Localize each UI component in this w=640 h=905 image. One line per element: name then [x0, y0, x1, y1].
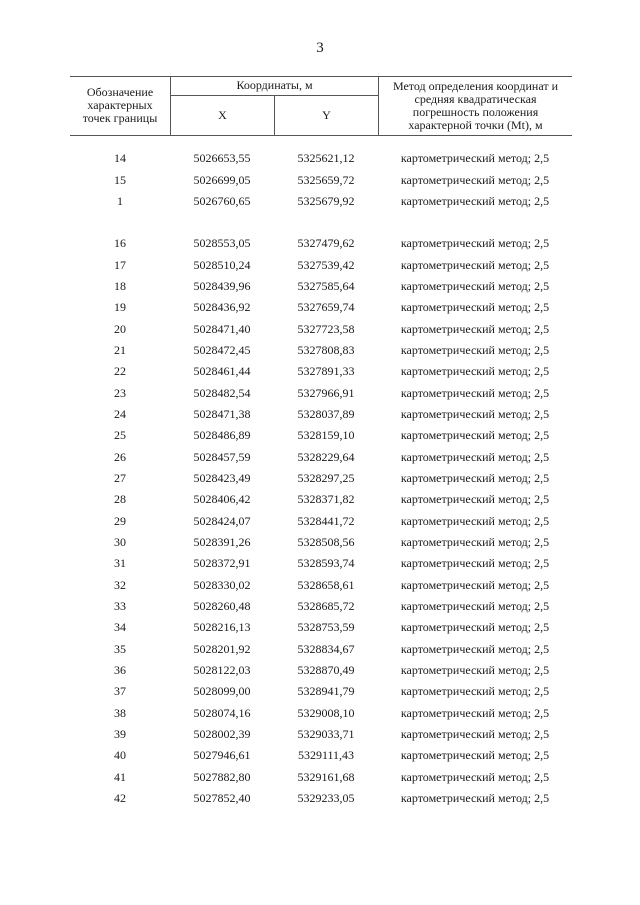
cell-point: 30 [114, 535, 126, 550]
table-row [70, 297, 572, 318]
cell-method: картометрический метод; 2,5 [400, 684, 550, 699]
cell-method: картометрический метод; 2,5 [400, 535, 550, 550]
cell-method: картометрический метод; 2,5 [400, 727, 550, 742]
table-row [70, 788, 572, 809]
cell-x: 5028482,54 [193, 385, 251, 400]
cell-method: картометрический метод; 2,5 [400, 513, 550, 528]
cell-point: 29 [114, 513, 126, 528]
cell-method: картометрический метод; 2,5 [400, 769, 550, 784]
table-row [70, 318, 572, 339]
cell-x: 5028122,03 [193, 663, 251, 678]
cell-x: 5028201,92 [193, 641, 251, 656]
cell-y: 5327659,74 [297, 300, 355, 315]
cell-x: 5026760,65 [193, 193, 251, 208]
cell-y: 5327585,64 [297, 278, 355, 293]
cell-point: 39 [114, 727, 126, 742]
cell-y: 5327966,91 [297, 385, 355, 400]
cell-y: 5327891,33 [297, 364, 355, 379]
cell-x: 5028330,02 [193, 577, 251, 592]
cell-x: 5027946,61 [193, 748, 251, 763]
cell-point: 42 [114, 791, 126, 806]
cell-x: 5028423,49 [193, 470, 251, 485]
cell-method: картометрический метод; 2,5 [400, 321, 550, 336]
cell-point: 20 [114, 321, 126, 336]
cell-x: 5028439,96 [193, 278, 251, 293]
cell-y: 5328037,89 [297, 406, 355, 421]
cell-x: 5028486,89 [193, 428, 251, 443]
cell-method: картометрический метод; 2,5 [400, 364, 550, 379]
cell-point: 41 [114, 769, 126, 784]
cell-y: 5328834,67 [297, 641, 355, 656]
cell-method: картометрический метод; 2,5 [400, 300, 550, 315]
cell-x: 5028461,44 [193, 364, 251, 379]
cell-x: 5028457,59 [193, 449, 251, 464]
table-row [70, 511, 572, 532]
table-row [70, 191, 572, 212]
cell-method: картометрический метод; 2,5 [400, 278, 550, 293]
cell-method: картометрический метод; 2,5 [400, 193, 550, 208]
cell-point: 28 [114, 492, 126, 507]
cell-point: 37 [114, 684, 126, 699]
cell-point: 32 [114, 577, 126, 592]
cell-point: 24 [114, 406, 126, 421]
cell-y: 5329008,10 [297, 705, 355, 720]
cell-point: 1 [117, 193, 123, 208]
cell-point: 25 [114, 428, 126, 443]
header-x: X [218, 108, 227, 122]
header-y: Y [322, 108, 331, 122]
cell-point: 17 [114, 257, 126, 272]
cell-point: 38 [114, 705, 126, 720]
table-row [70, 361, 572, 382]
table-row [70, 340, 572, 361]
cell-x: 5028372,91 [193, 556, 251, 571]
cell-point: 15 [114, 172, 126, 187]
table-row [70, 532, 572, 553]
cell-y: 5328941,79 [297, 684, 355, 699]
cell-x: 5028471,40 [193, 321, 251, 336]
cell-x: 5026699,05 [193, 172, 251, 187]
cell-method: картометрический метод; 2,5 [400, 556, 550, 571]
cell-point: 36 [114, 663, 126, 678]
cell-point: 26 [114, 449, 126, 464]
header-point: Обозначение характерных точек границы [82, 85, 158, 125]
cell-method: картометрический метод; 2,5 [400, 470, 550, 485]
cell-method: картометрический метод; 2,5 [400, 172, 550, 187]
cell-y: 5329161,68 [297, 769, 355, 784]
cell-point: 21 [114, 342, 126, 357]
cell-y: 5328159,10 [297, 428, 355, 443]
cell-method: картометрический метод; 2,5 [400, 492, 550, 507]
table-row [70, 703, 572, 724]
cell-method: картометрический метод; 2,5 [400, 705, 550, 720]
table-row [70, 404, 572, 425]
header-bottom-border [70, 135, 572, 136]
table-row [70, 660, 572, 681]
cell-method: картометрический метод; 2,5 [400, 151, 550, 166]
cell-method: картометрический метод; 2,5 [400, 599, 550, 614]
cell-method: картометрический метод; 2,5 [400, 620, 550, 635]
cell-y: 5328870,49 [297, 663, 355, 678]
cell-y: 5329111,43 [297, 748, 355, 763]
cell-x: 5028099,00 [193, 684, 251, 699]
cell-method: картометрический метод; 2,5 [400, 641, 550, 656]
cell-point: 33 [114, 599, 126, 614]
cell-method: картометрический метод; 2,5 [400, 428, 550, 443]
cell-x: 5028510,24 [193, 257, 251, 272]
cell-point: 35 [114, 641, 126, 656]
table-row [70, 233, 572, 254]
cell-y: 5325659,72 [297, 172, 355, 187]
table-row [70, 446, 572, 467]
table-row [70, 596, 572, 617]
table-row [70, 254, 572, 275]
cell-method: картометрический метод; 2,5 [400, 791, 550, 806]
cell-y: 5327479,62 [297, 236, 355, 251]
cell-y: 5327808,83 [297, 342, 355, 357]
cell-y: 5328371,82 [297, 492, 355, 507]
table-row [70, 382, 572, 403]
cell-x: 5028436,92 [193, 300, 251, 315]
cell-y: 5325679,92 [297, 193, 355, 208]
cell-x: 5027852,40 [193, 791, 251, 806]
cell-y: 5328593,74 [297, 556, 355, 571]
cell-point: 23 [114, 385, 126, 400]
table-body [70, 148, 572, 809]
cell-point: 22 [114, 364, 126, 379]
cell-y: 5329233,05 [297, 791, 355, 806]
cell-y: 5328229,64 [297, 449, 355, 464]
table-row [70, 575, 572, 596]
cell-x: 5028002,39 [193, 727, 251, 742]
table-row [70, 745, 572, 766]
cell-point: 31 [114, 556, 126, 571]
header-method: Метод определения координат и средняя квадратическая погрешность положения характерной точки (Mt), м [392, 78, 559, 132]
table-row [70, 639, 572, 660]
table-row [70, 148, 572, 169]
header-coords: Координаты, м [236, 78, 313, 92]
cell-method: картометрический метод; 2,5 [400, 257, 550, 272]
cell-y: 5327723,58 [297, 321, 355, 336]
cell-y: 5328753,59 [297, 620, 355, 635]
table-row [70, 553, 572, 574]
table-row [70, 276, 572, 297]
cell-y: 5328297,25 [297, 470, 355, 485]
cell-point: 16 [114, 236, 126, 251]
cell-point: 14 [114, 151, 126, 166]
page-number: 3 [316, 40, 324, 56]
table-row [70, 169, 572, 190]
cell-x: 5027882,80 [193, 769, 251, 784]
cell-method: картометрический метод; 2,5 [400, 385, 550, 400]
table-header [70, 76, 572, 136]
cell-y: 5328685,72 [297, 599, 355, 614]
cell-y: 5328658,61 [297, 577, 355, 592]
table-row [70, 724, 572, 745]
cell-x: 5028406,42 [193, 492, 251, 507]
cell-y: 5325621,12 [297, 151, 355, 166]
cell-y: 5328508,56 [297, 535, 355, 550]
cell-method: картометрический метод; 2,5 [400, 577, 550, 592]
table-row [70, 767, 572, 788]
cell-x: 5026653,55 [193, 151, 251, 166]
cell-x: 5028471,38 [193, 406, 251, 421]
cell-x: 5028216,13 [193, 620, 251, 635]
table-row [70, 681, 572, 702]
table-row [70, 617, 572, 638]
cell-y: 5328441,72 [297, 513, 355, 528]
cell-x: 5028424,07 [193, 513, 251, 528]
cell-x: 5028553,05 [193, 236, 251, 251]
cell-x: 5028260,48 [193, 599, 251, 614]
cell-point: 18 [114, 278, 126, 293]
table-row [70, 425, 572, 446]
cell-point: 19 [114, 300, 126, 315]
table-row [70, 489, 572, 510]
cell-x: 5028391,26 [193, 535, 251, 550]
cell-y: 5329033,71 [297, 727, 355, 742]
cell-y: 5327539,42 [297, 257, 355, 272]
table-row [70, 468, 572, 489]
cell-method: картометрический метод; 2,5 [400, 449, 550, 464]
cell-point: 27 [114, 470, 126, 485]
cell-method: картометрический метод; 2,5 [400, 236, 550, 251]
cell-x: 5028074,16 [193, 705, 251, 720]
cell-method: картометрический метод; 2,5 [400, 342, 550, 357]
cell-x: 5028472,45 [193, 342, 251, 357]
cell-point: 34 [114, 620, 126, 635]
cell-method: картометрический метод; 2,5 [400, 748, 550, 763]
cell-method: картометрический метод; 2,5 [400, 663, 550, 678]
cell-method: картометрический метод; 2,5 [400, 406, 550, 421]
cell-point: 40 [114, 748, 126, 763]
